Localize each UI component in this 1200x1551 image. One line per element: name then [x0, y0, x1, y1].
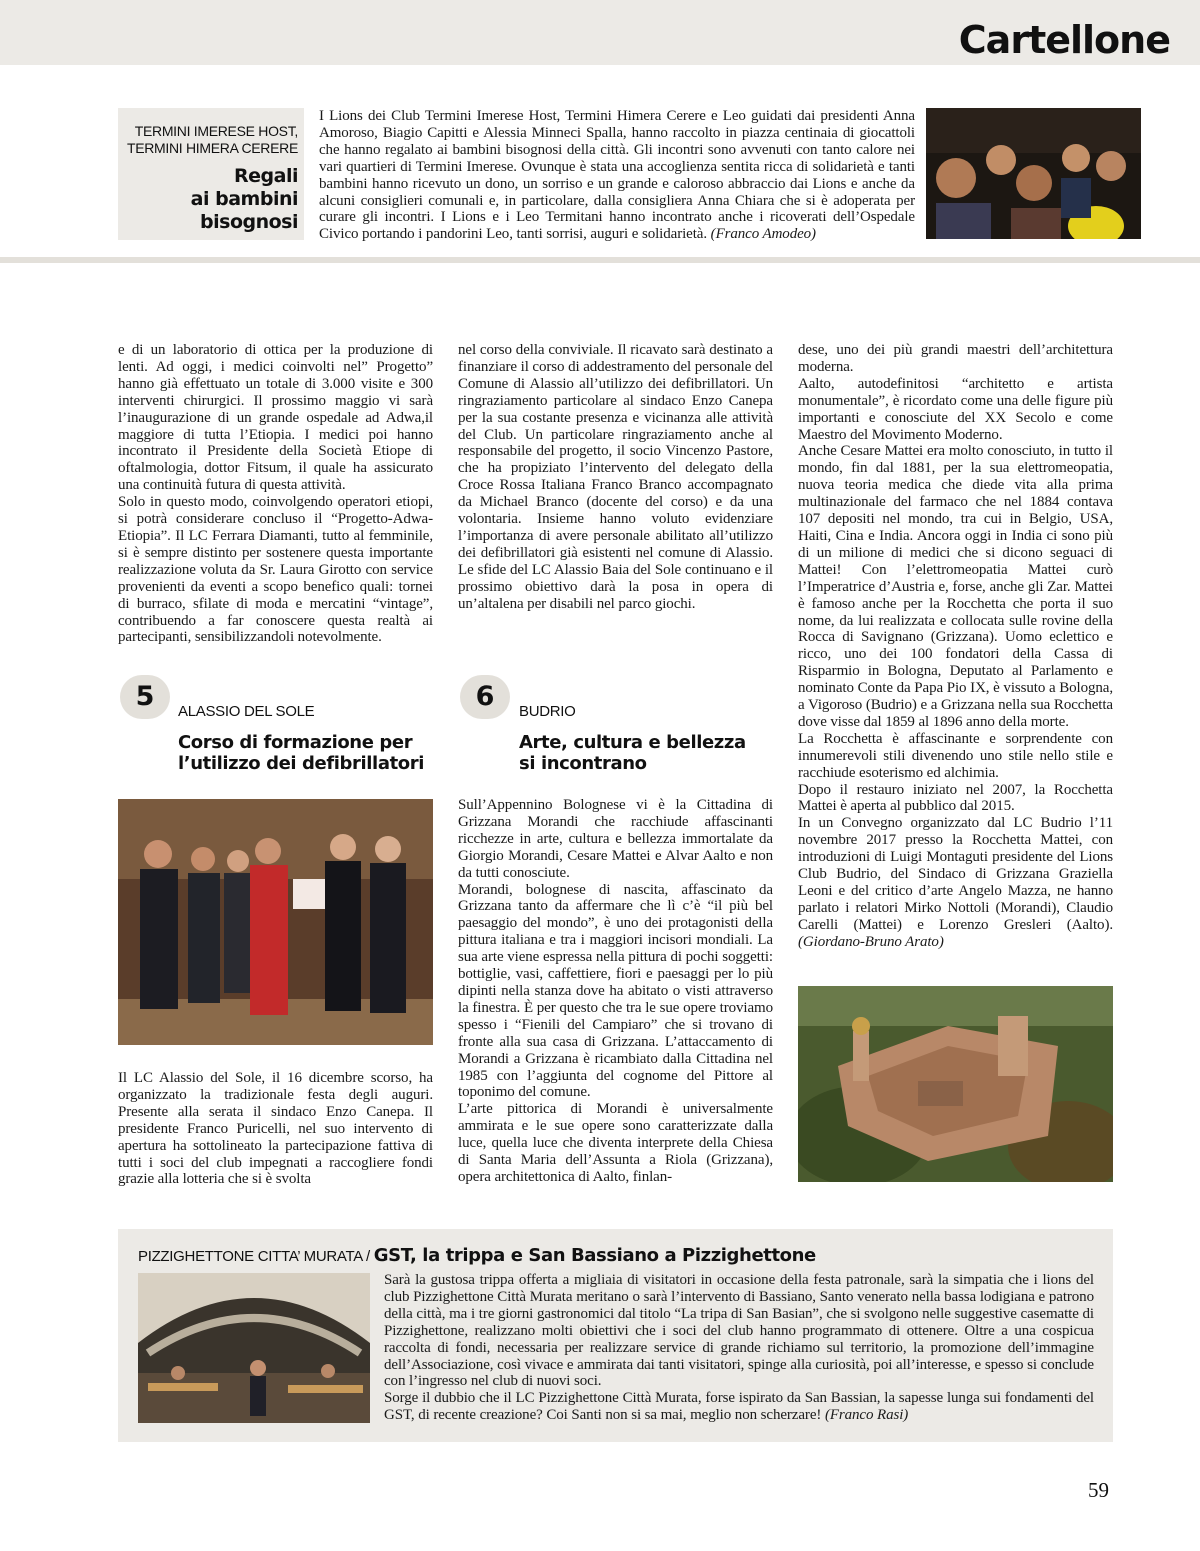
section-5-body: Il LC Alassio del Sole, il 16 dicembre scorso, ha organizzato la tradizionale festa degli auguri. Presente alla serata il sindaco Enzo Canepa. Il presidente Franco Puricelli, nel suo intervento di apertura ha sottolineato la partecipazione fattiva di tutti i soci del club impegnati a raccogliere fondi grazie alla lotteria che si è svolta	[118, 1070, 433, 1188]
col1-continued-article: e di un laboratorio di ottica per la produzione di lenti. Ad oggi, i medici coinvolti nel” Progetto” hanno già effettuato un totale di 3.000 visite e 300 interventi chirurgici. Il prossimo maggio vi sarà l’inaugurazione di un grande ospedale ad Adwa,il maggiore di tutta l’Etiopia. I medici poi hanno incontrato il Presidente della Società Etiope di oftalmologia, dottor Fitsum, il quale ha assicurato una continuità futura di questa attività. Solo in questo modo, coinvolgendo operatori etiopi, si potrà considerare concluso il “Progetto-Adwa-Etiopia”. Il LC Ferrara Diamanti, tutto al femminile, si è sempre distinto per sostenere questa importante realizzazione voluta da Sr. Laura Girotto con service provenienti da eventi a scopo benefico quali: tornei di burraco, sfilate di moda e mercatini “vintage”, contribuendo a far conoscere questa realtà ai partecipanti, sensibilizzandoli notevolmente.	[118, 342, 433, 646]
section-6-body: Sull’Appennino Bolognese vi è la Cittadina di Grizzana Morandi che racchiude affascinanti ricchezze in arte, cultura e bellezza immortalate da Giorgio Morandi, Cesare Mattei e Alvar Aalto e non da tutti conosciute. Morandi, bolognese di nascita, affascinato da Grizzana tanto da affermare che lì c’è “il più bel paesaggio del mondo”, è uno dei protagonisti della pittura italiana e tra i maggiori incisori mondiali. La sua arte viene espressa nella pittura di pochi soggetti: bottiglie, vasi, caffettiere, fiori e paesaggi per lo più dipinti nella stanza dove ha abitato o visti attraverso la finestra. È per questo che tra le sue opere troviamo spesso i “Fienili del Campiaro” che si trovano di fronte alla sua casa di Grizzana. L’attaccamento di Morandi a Grizzana è ricambiato dalla Cittadina nel 1985 con l’aggiunta del cognome del Pittore al toponimo del comune. L’arte pittorica di Morandi è universalmente ammirata e le sue opere sono caratterizzate dalla luce, quella luce che diventa interprete della Chiesa di Santa Maria dell’Assunta a Riola (Grizzana), opera architettonica di Aalto, finlan-	[458, 797, 773, 1185]
photo-rocchetta-mattei-aerial	[798, 986, 1113, 1182]
bottom-story-body: Sarà la gustosa trippa offerta a migliaia di visitatori in occasione della festa patronale, sarà la simpatia che i lions del club Pizzighettone Città Murata meritano o sarà l’intervento di Bassiano, Santo venerato nella bassa lodigiana e patrono della città, ma i tre giorni gastronomici dal titolo “La tripa di San Basian”, che si svolgono nelle suggestive casematte di Pizzighettone, realizzano molti obiettivi che i soci del club hanno programmato di ottenere. Oltre a una cospicua raccolta di fondi, necessaria per realizzare service di grande richiamo sul territorio, la promozione dell’immagine dell’Associazione, così vivace e ammirata dai tanti visitatori, spinge alla curiosità, poi all’interesse, e spesso si conclude con l’ingresso nel club di nuovi soci. Sorge il dubbio che il LC Pizzighettone Città Murata, forse ispirato da San Bassian, la sapesse lunga sui fondamenti del GST, di recente creazione? Coi Santi non si sa mai, meglio non scherzare! (Franco Rasi)	[384, 1272, 1094, 1424]
bottom-story-kicker: PIZZIGHETTONE CITTA’ MURATA	[138, 1248, 363, 1265]
section-6-number-badge: 6	[460, 675, 510, 719]
top-story-label-box	[118, 108, 304, 240]
section-6-body-continued: dese, uno dei più grandi maestri dell’architettura moderna. Aalto, autodefinitosi “architetto e artista monumentale”, è ricordato come una delle figure più importanti e conosciute del XX Secolo e come Maestro del Movimento Moderno. Anche Cesare Mattei era molto conosciuto, in tutto il mondo, fin dal 1881, per la sua elettromeopatia, nuova teoria medica che diede vita alla prima multinazionale del farmaco che nel 1884 contava 107 depositi nel mondo, tra cui in Belgio, USA, Haiti, Cina e India. Ancora oggi in India ci sono più di un milione di medici che si dicono seguaci di Mattei! Con l’elettromeopatia Mattei curò l’Imperatrice d’Austria e, forse, anche gli Zar. Mattei è famoso anche per la Rocchetta che porta il suo nome, da lui realizzata e collocata sulle rovine della Rocca di Savignano (Grizzana). Uomo eclettico e ricco, uno dei 100 fondatori della Cassa di Risparmio in Bologna, Deputato al Parlamento e nominato Conte da Papa Pio IX, è vissuto a Bologna, a Vigoroso (Budrio) e a Grizzana nella sua Rocchetta dove visse dal 1859 al 1896 anno della morte. La Rocchetta è affascinante e sorprendente con innumerevoli stili divenendo uno stile nello stile e racchiude esoterismo ed alchimia. Dopo il restauro iniziato nel 2007, la Rocchetta Mattei è aperta al pubblico dal 2015. In un Convegno organizzato dal LC Budrio l’11 novembre 2017 presso la Rocchetta Mattei, con introduzioni di Luigi Montaguti presidente del Lions Club Budrio, del Sindaco di Grizzana Graziella Leoni e del critico d’arte Angelo Mazza, ne hanno parlato i relatori Mirko Nottoli (Morandi), Claudio Carelli (Mattei) e Lorenzo Gresleri (Aalto). (Giordano-Bruno Arato)	[798, 342, 1113, 950]
bottom-story-title: GST, la trippa e San Bassiano a Pizzighettone	[373, 1245, 816, 1266]
top-story-body: I Lions dei Club Termini Imerese Host, Termini Himera Cerere e Leo guidati dai presidenti Anna Amoroso, Biagio Capitti e Alessia Minneci Spalla, hanno raccolto in piazza centinaia di giocattoli che hanno regalato ai bambini bisognosi della città. Gli incontri sono avvenuti con tanto calore nei vari quartieri di Termini Imerese. Ovunque è stata una accoglienza sentita ricca di solidarietà e tanti bambini hanno ricevuto un dono, un sorriso e un grande e caloroso abbraccio dai Lions e anche da alcuni consiglieri comunali e, in particolare, dalla consigliera Anna Chiara che si è adoperata per curare gli incontri. I Lions e i Leo Termitani hanno incontrato anche i ricoverati dell’Ospedale Civico portando i pandorini Leo, tanti sorrisi, auguri e solidarietà. (Franco Amodeo)	[319, 108, 915, 243]
photo-pizzighettone-casematte	[138, 1273, 370, 1423]
bottom-story-separator: /	[366, 1248, 370, 1265]
section-5-body-continued: nel corso della conviviale. Il ricavato sarà destinato a finanziare il corso di addestramento del personale del Comune di Alassio all’utilizzo dei defibrillatori. Un ringraziamento particolare al sindaco Enzo Canepa per la sua costante presenza e vicinanza alle attività del Club. Un particolare ringraziamento anche al responsabile del progetto, il socio Vincenzo Pastore, che ha propiziato l’intervento del delegato della Croce Rossa Italiana Franco Branco accompagnato da Michael Branco (docente del corso) e da una volontaria. Insieme hanno voluto evidenziare l’importanza di avere personale abilitato all’utilizzo dei defibrillatori già esistenti nel comune di Alassio. Le sfide del LC Alassio Baia del Sole continuano e il prossimo obiettivo darà la posa in opera di un’altalena per disabili nel parco giochi.	[458, 342, 773, 612]
section-6-author: (Giordano-Bruno Arato)	[798, 933, 944, 950]
top-separator	[0, 257, 1200, 263]
section-6-title: Arte, cultura e bellezza si incontrano	[519, 732, 746, 774]
section-6-kicker: BUDRIO	[519, 703, 576, 720]
section-5-title: Corso di formazione per l’utilizzo dei defibrillatori	[178, 732, 424, 774]
section-5-kicker: ALASSIO DEL SOLE	[178, 703, 315, 720]
photo-children-crowd	[926, 108, 1141, 239]
bottom-story-author: (Franco Rasi)	[824, 1407, 909, 1424]
page-number: 59	[1088, 1478, 1109, 1502]
bottom-story-box	[118, 1229, 1113, 1442]
top-story-headline: Regali ai bambini bisognosi	[190, 165, 298, 233]
bottom-story-heading	[138, 1245, 816, 1266]
photo-alassio-ceremony	[118, 799, 433, 1045]
top-story-kicker: TERMINI IMERESE HOST, TERMINI HIMERA CERERE	[126, 123, 298, 156]
section-title: Cartellone	[958, 18, 1170, 62]
top-story-author: (Franco Amodeo)	[710, 226, 816, 243]
section-5-number-badge: 5	[120, 675, 170, 719]
